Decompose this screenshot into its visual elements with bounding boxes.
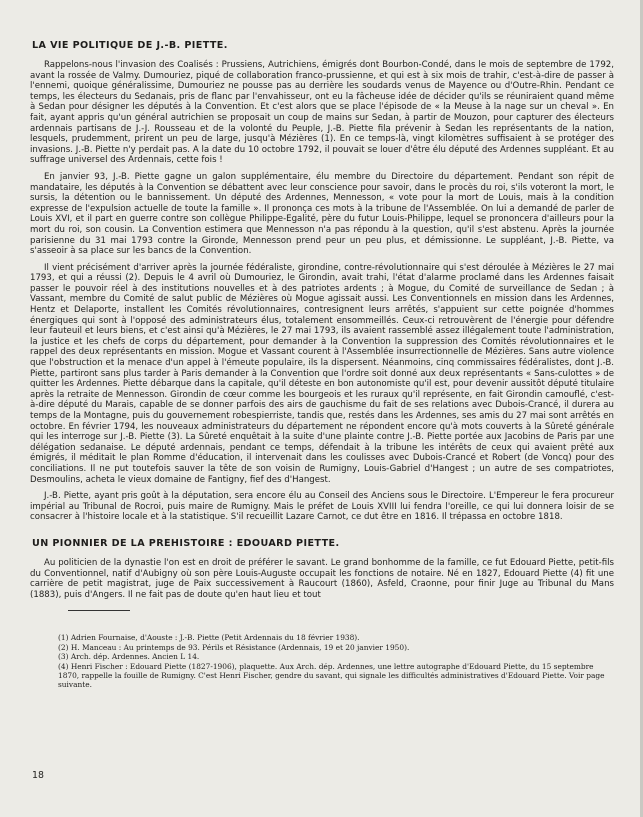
- footnote: (4) Henri Fischer : Edouard Piette (1827-1906), plaquette. Aux Arch. dép. Ardennes, une lettre autographe d'Edouard Piette, du 15 septembre 1870, rappelle la fouille de Rumigny. C'est Henri Fischer, gendre du savant, qui signale les difficultés administratives d'Edouard Piette. Voir page suivante.: [58, 661, 605, 690]
- page-content: [30, 40, 614, 690]
- paragraph: Au politicien de la dynastie l'on est en droit de préférer le savant. Le grand bonhomme de la famille, ce fut Edouard Piette, petit-fils du Conventionnel, natif d'Aubigny où son père Louis-Auguste occupait les fonctions de notaire. Né en 1827, Edouard Piette (4) fit une carrière de petit magistrat, juge de Paix successivement à Raucourt (1860), Asfeld, Craonne, pour finir Juge au Tribunal du Mans (1883), puis d'Angers. Il ne fait pas de doute qu'en haut lieu et tout: [30, 557, 614, 600]
- paragraph: Il vient précisément d'arriver après la journée fédéraliste, girondine, contre-révolutionnaire qui s'est déroulée à Mézières le 27 mai 1793, et qui a réussi (2). Depuis le 4 avril où Dumouriez, le Girondin, avait trahi, l'état d'alarme proclamé dans les Ardennes faisait passer le pouvoir réel à des institutions nouvelles et à des patriotes ardents ; à Mogue, du Comité de surveillance de Sedan ; à Vassant, membre du Comité de salut public de Mézières où Mogue agissait aussi. Les Conventionnels en mission dans les Ardennes, Hentz et Delaporte, installent les Comités révolutionnaires, contresignent leurs arrêtés, s'appuient sur cette poignée d'hommes énergiques qui sont à l'opposé des administrateurs élus, totalement ensommeillés. Ceux-ci retrouvèrent de l'énergie pour défendre leur fauteuil et leurs biens, et c'est ainsi qu'à Mézières, le 27 mai 1793, ils avaient rassemblé assez illégalement toute l'administration, la justice et les chefs de corps du département, pour demander à la Convention la suppression des Comités révolutionnaires et le rappel des deux représentants en mission. Mogue et Vassant courent à l'Assemblée insurrectionnelle de Mézières. Sans autre violence que l'obstruction et la menace d'un appel à l'émeute populaire, ils la dispersent. Néanmoins, cinq commissaires fédéralistes, dont J.-B. Piette, partiront sans plus tarder à Paris demander à la Convention que l'ordre soit donné aux deux représentants « Sans-culottes » de quitter les Ardennes. Piette débarque dans la capitale, qu'il déteste en bon autonomiste qu'il est, pour devenir aussitôt député titulaire après la retraite de Mennesson. Girondin de cœur comme les bourgeois et les ruraux qu'il représente, en fait Girondin camouflé, c'est-à-dire député du Marais, capable de se donner parfois des airs de gauchisme du fait de ses relations avec Dubois-Crancé, il durera au temps de la Montagne, puis du gouvernement robespierriste, tandis que, restés dans les Ardennes, ses amis du 27 mai sont arrêtés en octobre. En février 1794, les nouveaux administrateurs du département ne répondent encore qu'à mots couverts à la Sûreté générale qui les interroge sur J.-B. Piette (3). La Sûreté enquêtait à la suite d'une plainte contre J.-B. Piette portée aux Jacobins de Paris par une délégation sedanaise. Le député ardennais, pendant ce temps, défendait à la tribune les intérêts de ceux qui avaient prêté aux émigrés, il méditait le plan Romme d'éducation, il intervenait dans les coulisses avec Dubois-Crancé et Robert (de Voncq) pour des conciliations. Il ne put toutefois sauver la tête de son voisin de Rumigny, Louis-Gabriel d'Hangest ; un autre de ses compatriotes, Desmoulins, acheta le vieux domaine de Fantigny, fief des d'Hangest.: [30, 262, 614, 485]
- section-title-prehistoire: UN PIONNIER DE LA PREHISTOIRE : EDOUARD PIETTE.: [32, 537, 340, 549]
- footnotes: [30, 633, 614, 689]
- footnote: (2) H. Manceau : Au printemps de 93. Périls et Résistance (Ardennais, 19 et 20 janvier 1950).: [58, 642, 410, 652]
- paragraph: En janvier 93, J.-B. Piette gagne un galon supplémentaire, élu membre du Directoire du département. Pendant son répit de mandataire, les députés à la Convention se débattent avec leur conscience pour savoir, dans le procès du roi, s'ils voteront la mort, le sursis, la détention ou le bannissement. Un député des Ardennes, Mennesson, « vote pour la mort de Louis, mais à la condition expresse de l'expulsion actuelle de toute la famille ». Il prononça ces mots à la tribune de l'Assemblée. On lui a demandé de parler de Louis XVI, et il part en guerre contre son collègue Philippe-Egalité, père du futur Louis-Philippe, lequel se prononcera d'ailleurs pour la mort du roi, son cousin. La Convention estimera que Mennesson n'a pas répondu à la question, qu'il s'est abstenu. Après la journée parisienne du 31 mai 1793 contre la Gironde, Mennesson prend peur un peu plus, et démissionne. Le suppléant, J.-B. Piette, va s'asseoir à sa place sur les bancs de la Convention.: [30, 171, 614, 257]
- footnote: (1) Adrien Fournaise, d'Aouste : J.-B. Piette (Petit Ardennais du 18 février 1938).: [58, 633, 360, 643]
- paragraph: Rappelons-nous l'invasion des Coalisés : Prussiens, Autrichiens, émigrés dont Bourbon-Condé, dans le mois de septembre de 1792, avant la rossée de Valmy. Dumouriez, piqué de collaboration franco-prussienne, et qui est à six mois de trahir, c'est-à-dire de passer à l'ennemi, quoique généralissime, Dumouriez ne pousse pas au derrière les soudards venus de Mayence ou d'Outre-Rhin. Pendant ce temps, les électeurs du Sedanais, pris de flanc par l'envahisseur, ont eu la fâcheuse idée de décider qu'ils se réuniraient quand même à Sedan pour désigner les députés à la Convention. Et c'est alors que se place l'épisode de « la Meuse à la nage sur un cheval ». En fait, ayant appris qu'un général autrichien se proposait un coup de mains sur Sedan, à partir de Mouzon, pour capturer des électeurs ardennais partisans de J.-J. Rousseau et de la volonté du Peuple, J.-B. Piette fila prévenir à Sedan les représentants de la nation, lesquels, prudemment, prirent un peu de large, jusqu'à Mézières (1). En ce temps-là, vingt kilomètres suffisaient à se protéger des invasions. J.-B. Piette n'y perdait pas. A la date du 10 octobre 1792, il pouvait se louer d'être élu député des Ardennes suppléant. Et au suffrage universel des Ardennais, cette fois !: [30, 60, 614, 166]
- section-title-politique: LA VIE POLITIQUE DE J.-B. PIETTE.: [32, 40, 228, 51]
- footnote-separator: [68, 610, 130, 611]
- page-number: 18: [32, 770, 44, 781]
- paragraph: J.-B. Piette, ayant pris goût à la députation, sera encore élu au Conseil des Anciens sous le Directoire. L'Empereur le fera procureur impérial au Tribunal de Rocroi, puis maire de Rumigny. Mais le préfet de Louis XVIII lui fendra l'oreille, ce qui lui donnera loisir de se consacrer à l'histoire locale et à la statistique. S'il recueillit Lazare Carnot, ce dut être en 1816. Il trépassa en octobre 1818.: [30, 491, 614, 523]
- footnote: (3) Arch. dép. Ardennes. Ancien L 14.: [58, 652, 200, 662]
